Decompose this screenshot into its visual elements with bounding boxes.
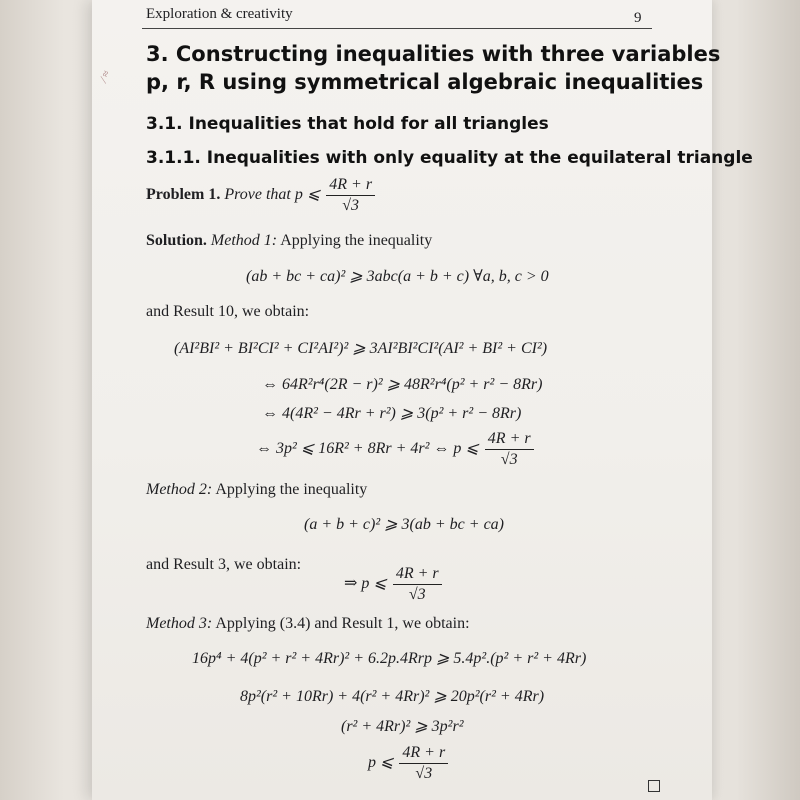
problem-label: Problem 1. — [146, 186, 221, 204]
solution-label: Solution. — [146, 232, 207, 249]
method1-line1: (AI²BI² + BI²CI² + CI²AI²)² ⩾ 3AI²BI²CI²(AI² + BI² + CI²) — [174, 340, 548, 357]
section-title-line1: 3. Constructing inequalities with three variables — [146, 42, 721, 66]
method1-line3: ⇔ 4(4R² − 4Rr + r²) ⩾ 3(p² + r² − 8Rr) — [262, 405, 522, 422]
method3-line4 — [368, 744, 450, 783]
fraction-numerator: 4R + r — [399, 744, 448, 764]
solution-intro — [146, 232, 432, 250]
result10-text: and Result 10, we obtain: — [146, 303, 310, 320]
fraction-denominator: √3 — [342, 197, 360, 214]
inequality-1: (ab + bc + ca)² ⩾ 3abc(a + b + c) ∀a, b, c > 0 — [246, 268, 549, 285]
method2-label: Method 2: — [146, 481, 213, 498]
method2-text: Applying the inequality — [215, 481, 368, 498]
subsubsection-title: 3.1.1. Inequalities with only equality at the equilateral triangle — [146, 148, 753, 168]
header-rule — [142, 28, 652, 29]
result3-text: and Result 3, we obtain: — [146, 556, 302, 573]
method3-label: Method 3: — [146, 615, 213, 632]
qed-square-icon — [648, 780, 660, 792]
method3-intro — [146, 615, 470, 633]
problem-statement — [146, 176, 377, 215]
fraction-denominator: √3 — [408, 586, 426, 603]
fraction-numerator: 4R + r — [393, 565, 442, 585]
margin-pencil-mark: ⁄ ≈ — [97, 68, 113, 84]
method1-text: Applying the inequality — [280, 232, 433, 249]
method1-line4 — [256, 430, 536, 469]
method2-intro — [146, 481, 367, 499]
inequality-2: (a + b + c)² ⩾ 3(ab + bc + ca) — [304, 516, 505, 533]
fraction-numerator: 4R + r — [485, 430, 534, 450]
page-number: 9 — [634, 10, 642, 26]
method3-line1: 16p⁴ + 4(p² + r² + 4Rr)² + 6.2p.4Rrp ⩾ 5.4p².(p² + r² + 4Rr) — [192, 650, 587, 667]
method2-fraction — [393, 565, 442, 604]
subsection-title: 3.1. Inequalities that hold for all triangles — [146, 114, 549, 134]
method3-text: Applying (3.4) and Result 1, we obtain: — [215, 615, 470, 632]
fraction-denominator: √3 — [500, 451, 518, 468]
method1-line4-text: ⇔ 3p² ⩽ 16R² + 8Rr + 4r² ⇔ p ⩽ — [256, 440, 479, 458]
method3-line2: 8p²(r² + 10Rr) + 4(r² + 4Rr)² ⩾ 20p²(r² + 4Rr) — [240, 688, 545, 705]
section-title-line2: p, r, R using symmetrical algebraic inequalities — [146, 70, 704, 94]
running-header-title: Exploration & creativity — [146, 6, 293, 22]
method3-line4-text: p ⩽ — [368, 754, 394, 772]
fraction-denominator: √3 — [415, 765, 433, 782]
fraction-numerator: 4R + r — [326, 176, 375, 196]
method2-result-text: ⇒ p ⩽ — [344, 575, 387, 593]
method3-fraction — [399, 744, 448, 783]
problem-fraction — [326, 176, 375, 215]
problem-text: Prove that p ⩽ — [224, 186, 321, 204]
method1-label: Method 1: — [210, 232, 278, 249]
method3-line3: (r² + 4Rr)² ⩾ 3p²r² — [341, 718, 464, 735]
method1-fraction — [485, 430, 534, 469]
method1-line2: ⇔ 64R²r⁴(2R − r)² ⩾ 48R²r⁴(p² + r² − 8Rr) — [262, 376, 543, 393]
method2-result — [344, 565, 444, 604]
